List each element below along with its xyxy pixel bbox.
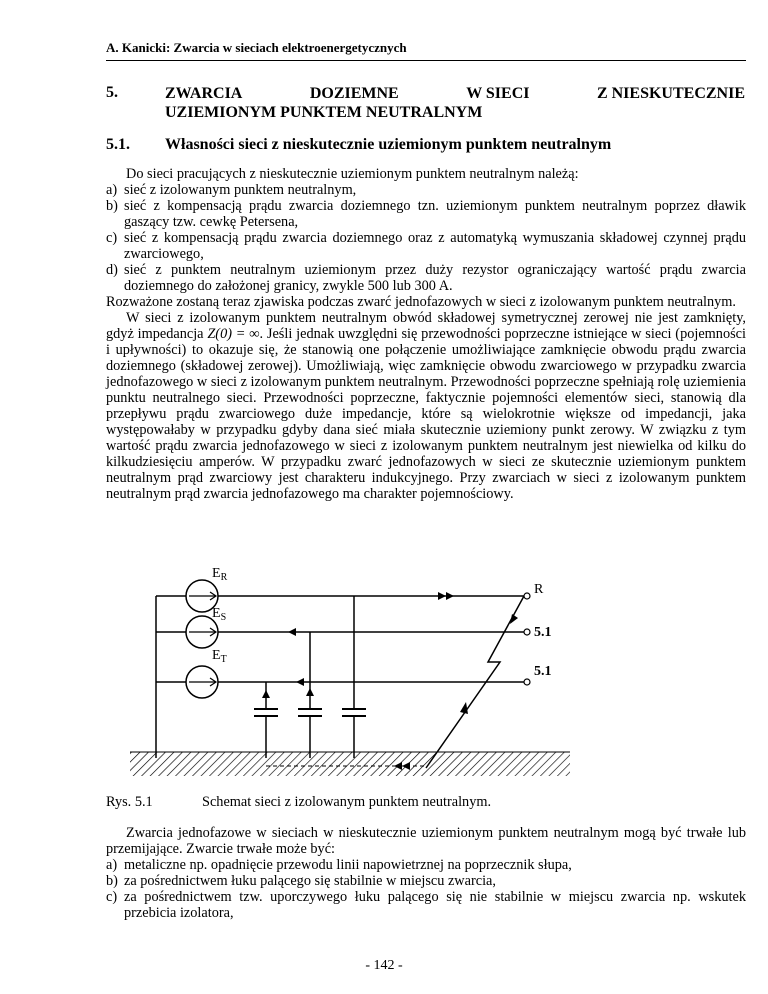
body-text-bottom: [106, 825, 746, 921]
running-header: A. Kanicki: Zwarcia w sieciach elektroenergetycznych: [106, 40, 407, 55]
capacitor-r: [342, 596, 366, 758]
list-item: a) sieć z izolowanym punktem neutralnym,: [106, 182, 357, 198]
label-es: $E_S$: [212, 606, 227, 623]
figure-caption: Rys. 5.1 Schemat sieci z izolowanym punktem neutralnym.: [106, 794, 492, 810]
chapter-title-word: W SIECI: [466, 85, 530, 102]
list-item: d) sieć z punktem neutralnym uziemionym przez duży rezystor ograniczający wartość prądu zwarcia doziemnego do założonej granicy, zwykle 500 lub 300 A.: [106, 262, 746, 294]
ground-hatch: [130, 752, 570, 776]
paragraph-main: W sieci z izolowanym punktem neutralnym obwód składowej symetrycznej zerowej nie jest zamknięty, gdyż impedancja Z(0) = ∞. Jeśli jednak uwzględni się przewodności poprzeczne istniejące w sieci (pojemności i upływności) to okazuje się, że stanowią one połączenie umożliwiające zamknięcie obwodu prądu zwarcia doziemnego (składowej zerowej). Umożliwiają, więc zamknięcie obwodu zwarciowego w przypadku zwarcia jednofazowego w sieci z izolowanym punktem neutralnym. Przewodności poprzeczne spełniają rolę uziemienia punktu neutralnego sieci. Przewodności poprzeczne, faktycznie pojemności elementów sieci, stanowią dla przepływu prądu zwarciowego duże impedancje, które są wielokrotnie większe od impedancji, jaka występowałaby w przypadku gdyby dana sieć miała skutecznie uziemiony punkt zerowy. W związku z tym wartość prądu zwarcia jednofazowego w sieci z izolowanym punktem neutralnym jest niewielka od kilku do kilkudziesięciu amperów. W przypadku zwarć jednofazowych w sieci ze skutecznie uziemionym punktem neutralnym prąd zwarciowy jest charakteru indukcyjnego. Przy zwarciach w sieci z izolowanym punktem neutralnym prąd zwarcia jednofazowego ma charakter pojemnościowy.: [106, 310, 746, 502]
section-number: 5.1.: [106, 136, 130, 153]
label-er: $E_R$: [212, 566, 228, 583]
list-item: c) sieć z kompensacją prądu zwarcia doziemnego oraz z automatyką wymuszania składowej czynnej prądu zwarciowego,: [106, 230, 746, 262]
chapter-title-word: Z NIESKUTECZNIE: [596, 85, 745, 102]
circuit-diagram: [126, 562, 746, 788]
section-title: Własności sieci z nieskutecznie uziemionym punktem neutralnym: [165, 136, 612, 153]
label-r: R: [534, 582, 544, 597]
equation: Z(0) = ∞: [207, 326, 260, 342]
list-item: a) metaliczne np. opadnięcie przewodu linii napowietrznej na poprzecznik słupa,: [106, 857, 572, 873]
header-rule: [106, 60, 746, 61]
chapter-title-word: DOZIEMNE: [309, 85, 399, 102]
chapter-title-line2: UZIEMIONYM PUNKTEM NEUTRALNYM: [165, 104, 483, 121]
capacitor-t: [254, 682, 278, 758]
paragraph: Zwarcia jednofazowe w sieciach w nieskutecznie uziemionym punktem neutralnym mogą być trwałe lub przemijające. Zwarcie trwałe może być:: [106, 825, 746, 857]
page-number: - 142 -: [365, 958, 403, 973]
source-et-icon: [186, 666, 218, 698]
list-item: c) za pośrednictwem tzw. uporczywego łuku palącego się nie stabilnie w miejscu zwarcia np. wskutek przebicia izolatora,: [106, 889, 746, 921]
intro-paragraph: Do sieci pracujących z nieskutecznie uziemionym punktem neutralnym należą:: [126, 166, 579, 182]
chapter-title-word: ZWARCIA: [165, 85, 243, 102]
list-item: b) sieć z kompensacją prądu zwarcia doziemnego tzn. uziemionym punktem neutralnym poprzez dławik gaszący tzw. cewkę Petersena,: [106, 198, 746, 230]
figure-schematic: [126, 562, 746, 788]
body-text-top: [106, 166, 746, 502]
label-t: 5.1: [534, 664, 552, 679]
chapter-number: 5.: [106, 84, 118, 101]
chapter-title: [165, 84, 745, 122]
label-s: 5.1: [534, 625, 552, 640]
label-et: $E_T$: [212, 648, 227, 665]
list-item: b) za pośrednictwem łuku palącego się stabilnie w miejscu zwarcia,: [106, 873, 496, 889]
capacitor-s: [298, 632, 322, 758]
paragraph: Rozważone zostaną teraz zjawiska podczas zwarć jednofazowych w sieci z izolowanym punktem neutralnym.: [106, 294, 736, 310]
